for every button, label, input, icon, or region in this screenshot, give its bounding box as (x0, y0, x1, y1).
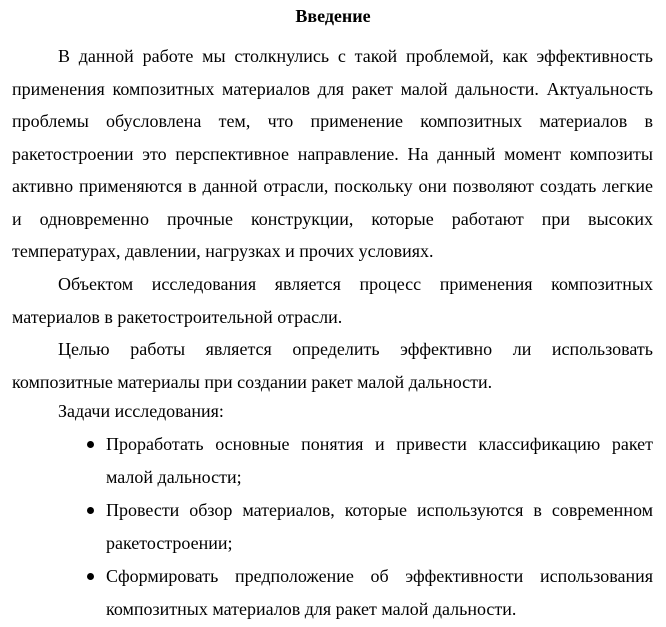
task-item (0, 494, 666, 560)
object-paragraph: Объектом исследования является процесс применения композитных материалов в ракетостроительной отрасли. (12, 274, 653, 327)
task-item (0, 428, 666, 494)
task-text: Проработать основные понятия и привести классификацию ракет малой дальности; (106, 434, 653, 487)
task-item (0, 560, 666, 626)
task-text: Провести обзор материалов, которые используются в современном ракетостроении; (106, 500, 653, 553)
bullet-icon (87, 507, 94, 514)
tasks-heading: Задачи исследования: (58, 401, 224, 421)
section-title: Введение (295, 6, 371, 26)
task-text: Сформировать предположение об эффективности использования композитных материалов для ракет малой дальности. (106, 566, 653, 619)
task-list (0, 428, 666, 626)
intro-paragraph: В данной работе мы столкнулись с такой проблемой, как эффективность применения композитных материалов для ракет малой дальности. Актуальность проблемы обусловлена тем, что применение композитных материалов в ракетостроении это перспективное направление. На данный момент композиты активно применяются в данной отрасли, поскольку они позволяют создать легкие и одновременно прочные конструкции, которые работают при высоких температурах, давлении, нагрузках и прочих условиях. (12, 46, 653, 261)
bullet-icon (87, 573, 94, 580)
bullet-icon (87, 441, 94, 448)
goal-paragraph: Целью работы является определить эффективно ли использовать композитные материалы при создании ракет малой дальности. (12, 339, 653, 392)
